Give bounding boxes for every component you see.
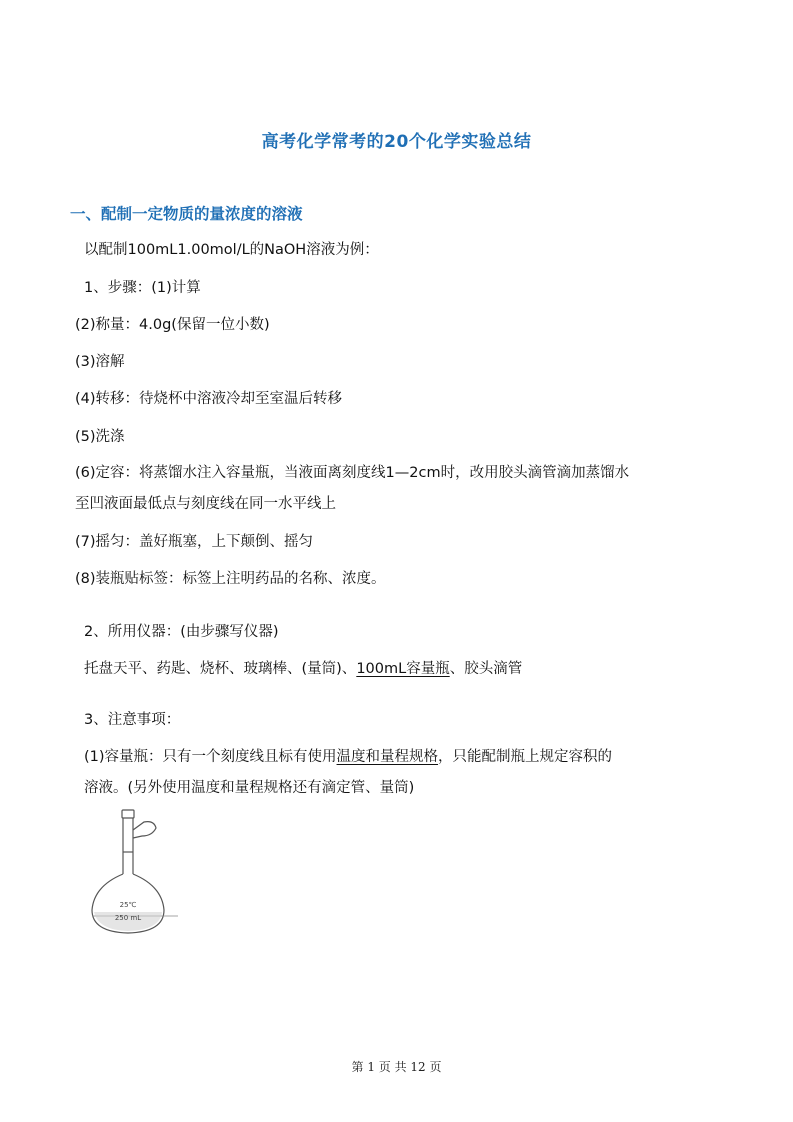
page-title: 高考化学常考的20个化学实验总结	[261, 132, 532, 152]
section-heading: 一、配制一定物质的量浓度的溶液	[70, 205, 303, 223]
steps-heading: 1、步骤：(1)计算	[84, 280, 201, 296]
page-footer: 第 1 页 共 12 页	[351, 1060, 442, 1074]
intro-text: 以配制100mL1.00mol/L的NaOH溶液为例：	[84, 242, 379, 258]
step-7: (7)摇匀：盖好瓶塞，上下颠倒、摇匀	[75, 534, 314, 550]
note-1-text: (1)容量瓶：只有一个刻度线且标有使用	[84, 749, 337, 765]
note-1-line-2: 溶液。(另外使用温度和量程规格还有滴定管、量筒)	[84, 780, 415, 796]
instruments-text-end: 、胶头滴管	[449, 661, 523, 677]
step-5: (5)洗涤	[75, 429, 125, 445]
notes-heading: 3、注意事项：	[84, 712, 181, 728]
instruments-text: 托盘天平、药匙、烧杯、玻璃棒、(量筒)、	[84, 661, 357, 677]
instruments-heading: 2、所用仪器：(由步骤写仪器)	[84, 624, 279, 640]
instruments-underlined: 100mL容量瓶	[356, 661, 450, 677]
volumetric-flask-figure	[82, 808, 182, 938]
step-3: (3)溶解	[75, 354, 125, 370]
flask-label-volume: 250 mL	[114, 914, 142, 922]
step-2: (2)称量：4.0g(保留一位小数)	[75, 317, 270, 333]
step-8: (8)装瓶贴标签：标签上注明药品的名称、浓度。	[75, 571, 386, 587]
note-1-line-1	[84, 745, 612, 766]
note-1-underlined: 温度和量程规格	[336, 749, 439, 765]
note-1-text-end: ，只能配制瓶上规定容积的	[438, 749, 613, 765]
instruments-line	[84, 657, 522, 678]
step-4: (4)转移：待烧杯中溶液冷却至室温后转移	[75, 391, 343, 407]
step-6-line-2: 至凹液面最低点与刻度线在同一水平线上	[75, 496, 336, 512]
step-6-line-1: (6)定容：将蒸馏水注入容量瓶，当液面离刻度线1—2cm时，改用胶头滴管滴加蒸馏水	[75, 465, 630, 481]
flask-label-temp: 25℃	[119, 901, 137, 909]
